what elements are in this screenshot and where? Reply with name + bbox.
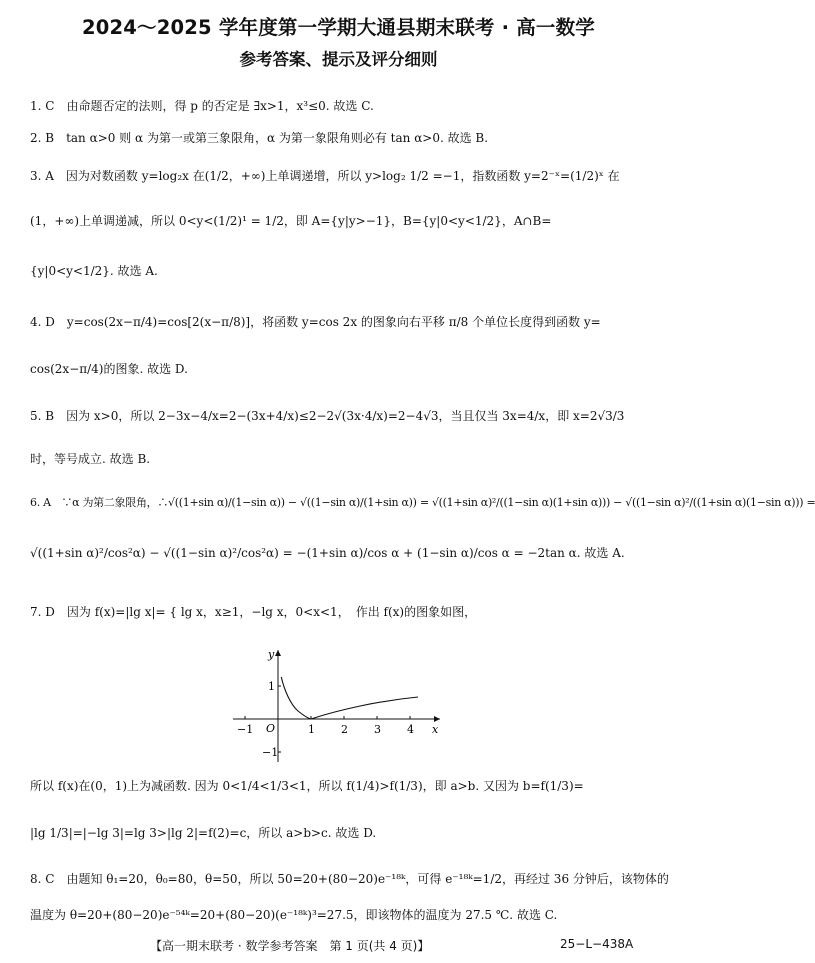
answer-q3-line2: (1，+∞)上单调递减，所以 0<y<(1/2)¹ = 1/2，即 A={y|y>−1}，B={y|0<y<1/2}，A∩B=	[30, 214, 552, 228]
answer-q5-line2: 时，等号成立. 故选 B.	[30, 452, 151, 466]
answer-q2: 2. B tan α>0 则 α 为第一或第三象限角，α 为第一象限角则必有 tan α>0. 故选 B.	[30, 131, 489, 145]
answer-q7-line1: 7. D 因为 f(x)=|lg x|= { lg x，x≥1，−lg x，0<x<1， 作出 f(x)的图象如图，	[30, 605, 477, 619]
y-tick-neg1: −1	[262, 746, 279, 759]
abs-log-graph	[228, 644, 444, 764]
x-tick-1: 1	[308, 723, 315, 736]
y-tick-1: 1	[268, 680, 275, 693]
x-axis-arrow	[434, 716, 440, 722]
answer-q8-line1: 8. C 由题知 θ₁=20，θ₀=80，θ=50，所以 50=20+(80−20)e⁻¹⁸ᵏ，可得 e⁻¹⁸ᵏ=1/2，再经过 36 分钟后，该物体的	[30, 872, 669, 886]
answer-q3-line1: 3. A 因为对数函数 y=log₂x 在(1/2，+∞)上单调递增，所以 y>log₂ 1/2 =−1，指数函数 y=2⁻ˣ=(1/2)ˣ 在	[30, 169, 620, 183]
y-axis-arrow	[275, 650, 281, 656]
doc-code: 25−L−438A	[560, 937, 634, 951]
answer-q6-line1: 6. A ∵α 为第二象限角，∴√((1+sin α)/(1−sin α)) − √((1−sin α)/(1+sin α)) = √((1+sin α)²/((1−sin α)(1+sin α))) − √((1−sin α)²/((1+sin α)(1−sin α))) =	[30, 496, 815, 509]
answer-q7-line3: |lg 1/3|=|−lg 3|=lg 3>|lg 2|=f(2)=c，所以 a>b>c. 故选 D.	[30, 826, 377, 840]
origin-label: O	[266, 722, 276, 735]
page-footer: 【高一期末联考 · 数学参考答案 第 1 页(共 4 页)】	[150, 939, 430, 953]
x-tick-2: 2	[341, 723, 348, 736]
answer-q4-line2: cos(2x−π/4)的图象. 故选 D.	[30, 362, 188, 376]
curve-abs-lg	[281, 677, 418, 719]
answer-q1: 1. C 由命题否定的法则，得 p 的否定是 ∃x>1，x³≤0. 故选 C.	[30, 99, 374, 113]
x-tick-3: 3	[374, 723, 381, 736]
x-tick-neg1: −1	[237, 723, 254, 736]
answer-q4-line1: 4. D y=cos(2x−π/4)=cos[2(x−π/8)]，将函数 y=cos 2x 的图象向右平移 π/8 个单位长度得到函数 y=	[30, 315, 601, 329]
answer-q7-line2: 所以 f(x)在(0，1)上为减函数. 因为 0<1/4<1/3<1，所以 f(1/4)>f(1/3)，即 a>b. 又因为 b=f(1/3)=	[30, 779, 584, 793]
y-axis-label: y	[268, 648, 275, 661]
answer-q6-line2: √((1+sin α)²/cos²α) − √((1−sin α)²/cos²α) = −(1+sin α)/cos α + (1−sin α)/cos α = −2tan α. 故选 A.	[30, 546, 625, 560]
answer-q3-line3: {y|0<y<1/2}. 故选 A.	[30, 264, 158, 278]
page-title: 2024～2025 学年度第一学期大通县期末联考 · 高一数学	[81, 16, 596, 39]
x-axis-label: x	[432, 723, 439, 736]
page-subtitle: 参考答案、提示及评分细则	[239, 50, 438, 69]
x-tick-4: 4	[407, 723, 414, 736]
answer-q8-line2: 温度为 θ=20+(80−20)e⁻⁵⁴ᵏ=20+(80−20)(e⁻¹⁸ᵏ)³=27.5，即该物体的温度为 27.5 ℃. 故选 C.	[30, 908, 558, 922]
answer-q5-line1: 5. B 因为 x>0，所以 2−3x−4/x=2−(3x+4/x)≤2−2√(3x·4/x)=2−4√3，当且仅当 3x=4/x，即 x=2√3/3	[30, 409, 625, 423]
